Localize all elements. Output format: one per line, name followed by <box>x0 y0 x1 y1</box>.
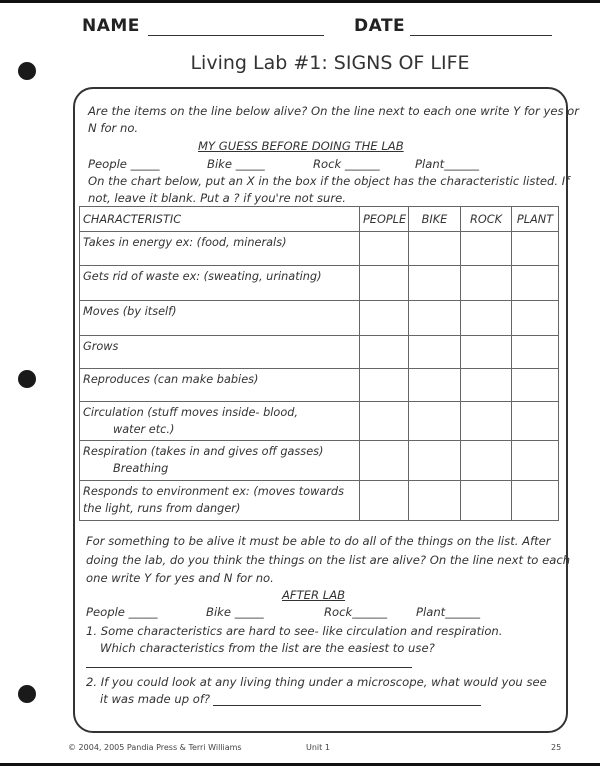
characteristic-text: Moves (by itself) <box>83 305 177 318</box>
table-row <box>80 336 559 369</box>
rock-check-cell[interactable] <box>461 232 512 266</box>
plant-check-cell[interactable] <box>512 336 559 369</box>
characteristic-text: Takes in energy ex: (food, minerals) <box>83 236 287 249</box>
name-field[interactable] <box>148 35 324 36</box>
bike-check-cell[interactable] <box>409 441 461 481</box>
people-check-cell[interactable] <box>360 402 409 441</box>
header-rock: ROCK <box>461 207 512 232</box>
rock-check-cell[interactable] <box>461 402 512 441</box>
conclusion-line-3: one write Y for yes and N for no. <box>86 571 274 585</box>
people-check-cell[interactable] <box>360 336 409 369</box>
scan-top-edge <box>0 0 600 3</box>
characteristic-cell <box>80 232 360 266</box>
table-row <box>80 369 559 402</box>
header-plant: PLANT <box>512 207 559 232</box>
bike-check-cell[interactable] <box>409 336 461 369</box>
bike-check-cell[interactable] <box>409 369 461 402</box>
chart-instructions-line-2: not, leave it blank. Put a ? if you're not sure. <box>88 191 346 205</box>
page-number: 25 <box>551 743 562 752</box>
name-label: NAME <box>82 16 140 36</box>
bike-check-cell[interactable] <box>409 402 461 441</box>
intro-line-1: Are the items on the line below alive? On the line next to each one write Y for yes or <box>88 104 580 118</box>
question-1-line-1: 1. Some characteristics are hard to see- like circulation and respiration. <box>86 624 503 638</box>
characteristic-text: Respiration (takes in and gives off gasses) <box>83 445 324 458</box>
characteristic-cell <box>80 481 360 521</box>
before-rock-blank[interactable]: Rock ______ <box>313 157 380 171</box>
date-label: DATE <box>354 16 406 36</box>
plant-check-cell[interactable] <box>512 266 559 301</box>
characteristic-text: Gets rid of waste ex: (sweating, urinating) <box>83 270 322 283</box>
copyright-text: © 2004, 2005 Pandia Press & Terri Williams <box>68 743 242 752</box>
people-check-cell[interactable] <box>360 441 409 481</box>
header-bike: BIKE <box>409 207 461 232</box>
characteristic-text: Circulation (stuff moves inside- blood, <box>83 406 298 419</box>
table-row <box>80 266 559 301</box>
characteristic-text: Responds to environment ex: (moves towards <box>83 485 344 498</box>
table-row <box>80 301 559 336</box>
question-2-line-2: it was made up of? <box>100 692 211 706</box>
table-row <box>80 232 559 266</box>
characteristic-text-cont: water etc.) <box>113 423 175 436</box>
plant-check-cell[interactable] <box>512 441 559 481</box>
bike-check-cell[interactable] <box>409 266 461 301</box>
characteristic-cell <box>80 402 360 441</box>
conclusion-line-2: doing the lab, do you think the things on the list are alive? On the line next to each <box>86 553 571 567</box>
before-plant-blank[interactable]: Plant______ <box>415 157 479 171</box>
plant-check-cell[interactable] <box>512 481 559 521</box>
people-check-cell[interactable] <box>360 266 409 301</box>
page-title: Living Lab #1: SIGNS OF LIFE <box>190 52 470 74</box>
question-2-answer-line[interactable] <box>213 705 481 706</box>
bike-check-cell[interactable] <box>409 301 461 336</box>
header-people: PEOPLE <box>360 207 409 232</box>
characteristic-cell <box>80 301 360 336</box>
characteristic-text: Grows <box>83 340 119 353</box>
characteristic-text-cont: Breathing <box>113 462 169 475</box>
date-field[interactable] <box>410 35 552 36</box>
before-people-blank[interactable]: People _____ <box>88 157 160 171</box>
after-bike-blank[interactable]: Bike _____ <box>206 605 264 619</box>
conclusion-line-1: For something to be alive it must be able to do all of the things on the list. After <box>86 534 551 548</box>
rock-check-cell[interactable] <box>461 266 512 301</box>
people-check-cell[interactable] <box>360 369 409 402</box>
plant-check-cell[interactable] <box>512 232 559 266</box>
before-lab-heading: MY GUESS BEFORE DOING THE LAB <box>198 139 404 153</box>
characteristic-cell <box>80 369 360 402</box>
binder-hole-icon <box>18 685 36 703</box>
bike-check-cell[interactable] <box>409 232 461 266</box>
header-characteristic: CHARACTERISTIC <box>80 207 360 232</box>
table-row <box>80 441 559 481</box>
question-1-line-2: Which characteristics from the list are the easiest to use? <box>100 641 435 655</box>
table-row <box>80 481 559 521</box>
chart-header-row <box>80 207 559 232</box>
rock-check-cell[interactable] <box>461 481 512 521</box>
rock-check-cell[interactable] <box>461 369 512 402</box>
question-2-line-1: 2. If you could look at any living thing under a microscope, what would you see <box>86 675 547 689</box>
characteristic-cell <box>80 336 360 369</box>
plant-check-cell[interactable] <box>512 402 559 441</box>
rock-check-cell[interactable] <box>461 441 512 481</box>
binder-hole-icon <box>18 370 36 388</box>
characteristics-chart <box>79 206 559 521</box>
plant-check-cell[interactable] <box>512 301 559 336</box>
question-1-answer-line[interactable] <box>86 667 412 668</box>
after-plant-blank[interactable]: Plant______ <box>416 605 480 619</box>
plant-check-cell[interactable] <box>512 369 559 402</box>
intro-line-2: N for no. <box>88 121 139 135</box>
chart-instructions-line-1: On the chart below, put an X in the box if the object has the characteristic listed. If <box>88 174 570 188</box>
after-rock-blank[interactable]: Rock______ <box>324 605 388 619</box>
unit-label: Unit 1 <box>306 743 330 752</box>
characteristic-cell <box>80 441 360 481</box>
after-lab-heading: AFTER LAB <box>282 588 346 602</box>
people-check-cell[interactable] <box>360 232 409 266</box>
before-bike-blank[interactable]: Bike _____ <box>207 157 265 171</box>
characteristic-text: Reproduces (can make babies) <box>83 373 259 386</box>
after-people-blank[interactable]: People _____ <box>86 605 158 619</box>
rock-check-cell[interactable] <box>461 336 512 369</box>
bike-check-cell[interactable] <box>409 481 461 521</box>
table-row <box>80 402 559 441</box>
rock-check-cell[interactable] <box>461 301 512 336</box>
characteristic-text-cont: the light, runs from danger) <box>83 502 241 515</box>
people-check-cell[interactable] <box>360 481 409 521</box>
people-check-cell[interactable] <box>360 301 409 336</box>
characteristic-cell <box>80 266 360 301</box>
